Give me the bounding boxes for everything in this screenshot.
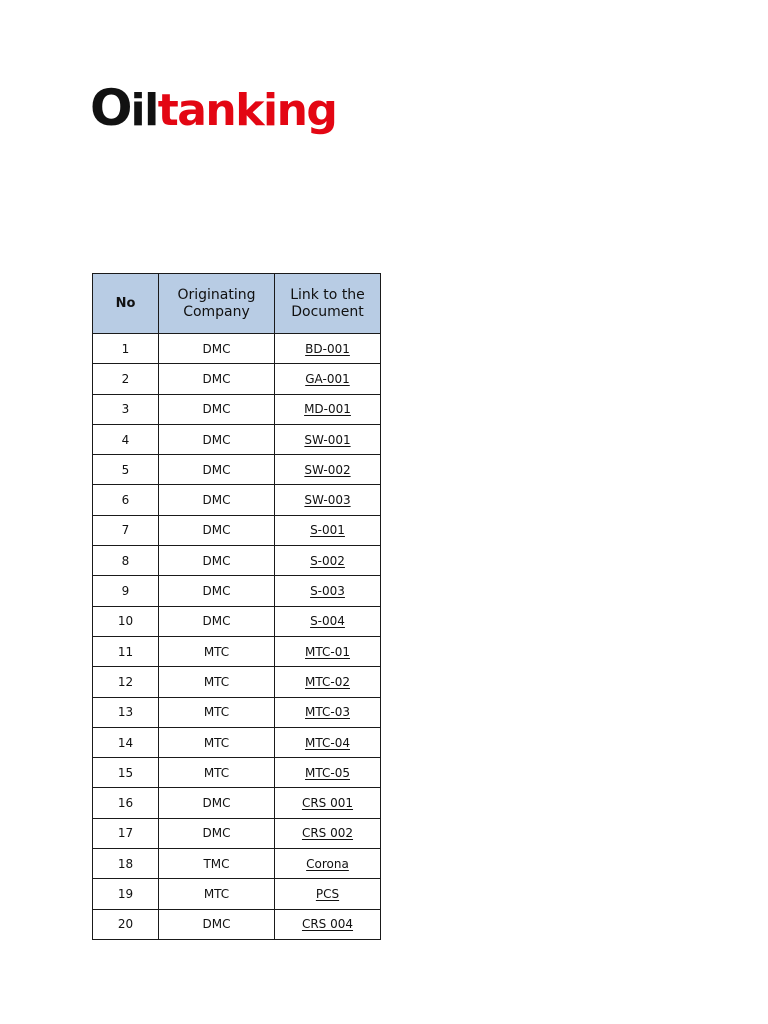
row-originating-company: DMC [159, 606, 275, 636]
header-link-line2: Document [291, 303, 364, 320]
row-number: 20 [93, 909, 159, 939]
table-row [93, 606, 381, 636]
document-link[interactable]: SW-001 [304, 432, 351, 447]
row-originating-company: MTC [159, 727, 275, 757]
document-link[interactable]: MD-001 [304, 402, 351, 417]
row-originating-company: DMC [159, 455, 275, 485]
document-link[interactable]: MTC-05 [305, 765, 350, 780]
row-number: 3 [93, 394, 159, 424]
logo-text-red: tanking [157, 85, 337, 136]
document-link[interactable]: S-001 [310, 523, 345, 538]
row-number: 9 [93, 576, 159, 606]
row-number: 18 [93, 849, 159, 879]
row-link-cell [275, 606, 381, 636]
table-row [93, 455, 381, 485]
table-row [93, 485, 381, 515]
table-row [93, 879, 381, 909]
row-link-cell [275, 909, 381, 939]
row-link-cell [275, 364, 381, 394]
document-link[interactable]: S-003 [310, 584, 345, 599]
row-number: 7 [93, 515, 159, 545]
document-link[interactable]: Corona [306, 856, 349, 871]
row-originating-company: DMC [159, 485, 275, 515]
table-row [93, 546, 381, 576]
row-link-cell [275, 485, 381, 515]
row-link-cell [275, 879, 381, 909]
row-link-cell [275, 334, 381, 364]
row-link-cell [275, 394, 381, 424]
row-originating-company: MTC [159, 636, 275, 666]
document-link[interactable]: CRS 002 [301, 826, 354, 841]
table-row [93, 788, 381, 818]
table-row [93, 909, 381, 939]
document-link[interactable]: MTC-04 [305, 735, 350, 750]
table-row [93, 424, 381, 454]
row-link-cell [275, 455, 381, 485]
row-number: 12 [93, 667, 159, 697]
table-row [93, 818, 381, 848]
document-link[interactable]: SW-002 [304, 462, 351, 477]
row-link-cell [275, 667, 381, 697]
row-number: 8 [93, 546, 159, 576]
row-originating-company: MTC [159, 667, 275, 697]
row-number: 15 [93, 758, 159, 788]
row-link-cell [275, 424, 381, 454]
header-company-line2: Company [183, 303, 250, 320]
row-link-cell [275, 758, 381, 788]
row-number: 17 [93, 818, 159, 848]
row-originating-company: MTC [159, 697, 275, 727]
row-link-cell [275, 546, 381, 576]
row-number: 16 [93, 788, 159, 818]
row-link-cell [275, 788, 381, 818]
row-number: 6 [93, 485, 159, 515]
row-link-cell [275, 636, 381, 666]
row-link-cell [275, 576, 381, 606]
row-number: 13 [93, 697, 159, 727]
document-link[interactable]: CRS 001 [301, 796, 354, 811]
document-link[interactable]: S-002 [310, 553, 345, 568]
table-row [93, 636, 381, 666]
row-originating-company: DMC [159, 546, 275, 576]
row-originating-company: DMC [159, 334, 275, 364]
row-originating-company: TMC [159, 849, 275, 879]
row-originating-company: DMC [159, 515, 275, 545]
header-no: No [93, 274, 159, 334]
document-link[interactable]: PCS [315, 886, 340, 901]
table-row [93, 758, 381, 788]
row-number: 19 [93, 879, 159, 909]
logo-text-dark: il [130, 85, 158, 136]
header-originating-company [159, 274, 275, 334]
table-row [93, 727, 381, 757]
document-link[interactable]: BD-001 [305, 341, 350, 356]
document-link[interactable]: SW-003 [304, 493, 351, 508]
table-row [93, 394, 381, 424]
row-link-cell [275, 818, 381, 848]
row-link-cell [275, 515, 381, 545]
document-table [92, 273, 381, 940]
table-row [93, 515, 381, 545]
row-originating-company: DMC [159, 909, 275, 939]
row-originating-company: DMC [159, 394, 275, 424]
row-originating-company: MTC [159, 758, 275, 788]
row-originating-company: DMC [159, 818, 275, 848]
table-row [93, 334, 381, 364]
table-header-row [93, 274, 381, 334]
row-originating-company: DMC [159, 576, 275, 606]
row-link-cell [275, 697, 381, 727]
document-link[interactable]: MTC-02 [305, 674, 350, 689]
row-originating-company: DMC [159, 424, 275, 454]
row-number: 14 [93, 727, 159, 757]
table-row [93, 667, 381, 697]
header-company-line1: Originating [177, 286, 256, 303]
row-link-cell [275, 849, 381, 879]
table-row [93, 576, 381, 606]
row-originating-company: MTC [159, 879, 275, 909]
document-link[interactable]: S-004 [310, 614, 345, 629]
document-link[interactable]: MTC-03 [305, 705, 350, 720]
row-number: 10 [93, 606, 159, 636]
table-row [93, 849, 381, 879]
row-link-cell [275, 727, 381, 757]
document-link[interactable]: MTC-01 [305, 644, 350, 659]
table-row [93, 364, 381, 394]
row-number: 1 [93, 334, 159, 364]
header-link-line1: Link to the [290, 286, 365, 303]
oiltanking-logo [90, 78, 336, 138]
document-link[interactable]: CRS 004 [301, 917, 354, 932]
row-number: 2 [93, 364, 159, 394]
row-number: 5 [93, 455, 159, 485]
document-link[interactable]: GA-001 [305, 371, 350, 386]
row-number: 4 [93, 424, 159, 454]
row-number: 11 [93, 636, 159, 666]
table-row [93, 697, 381, 727]
header-link-to-document [275, 274, 381, 334]
logo-letter-o: O [90, 79, 131, 137]
row-originating-company: DMC [159, 364, 275, 394]
row-originating-company: DMC [159, 788, 275, 818]
